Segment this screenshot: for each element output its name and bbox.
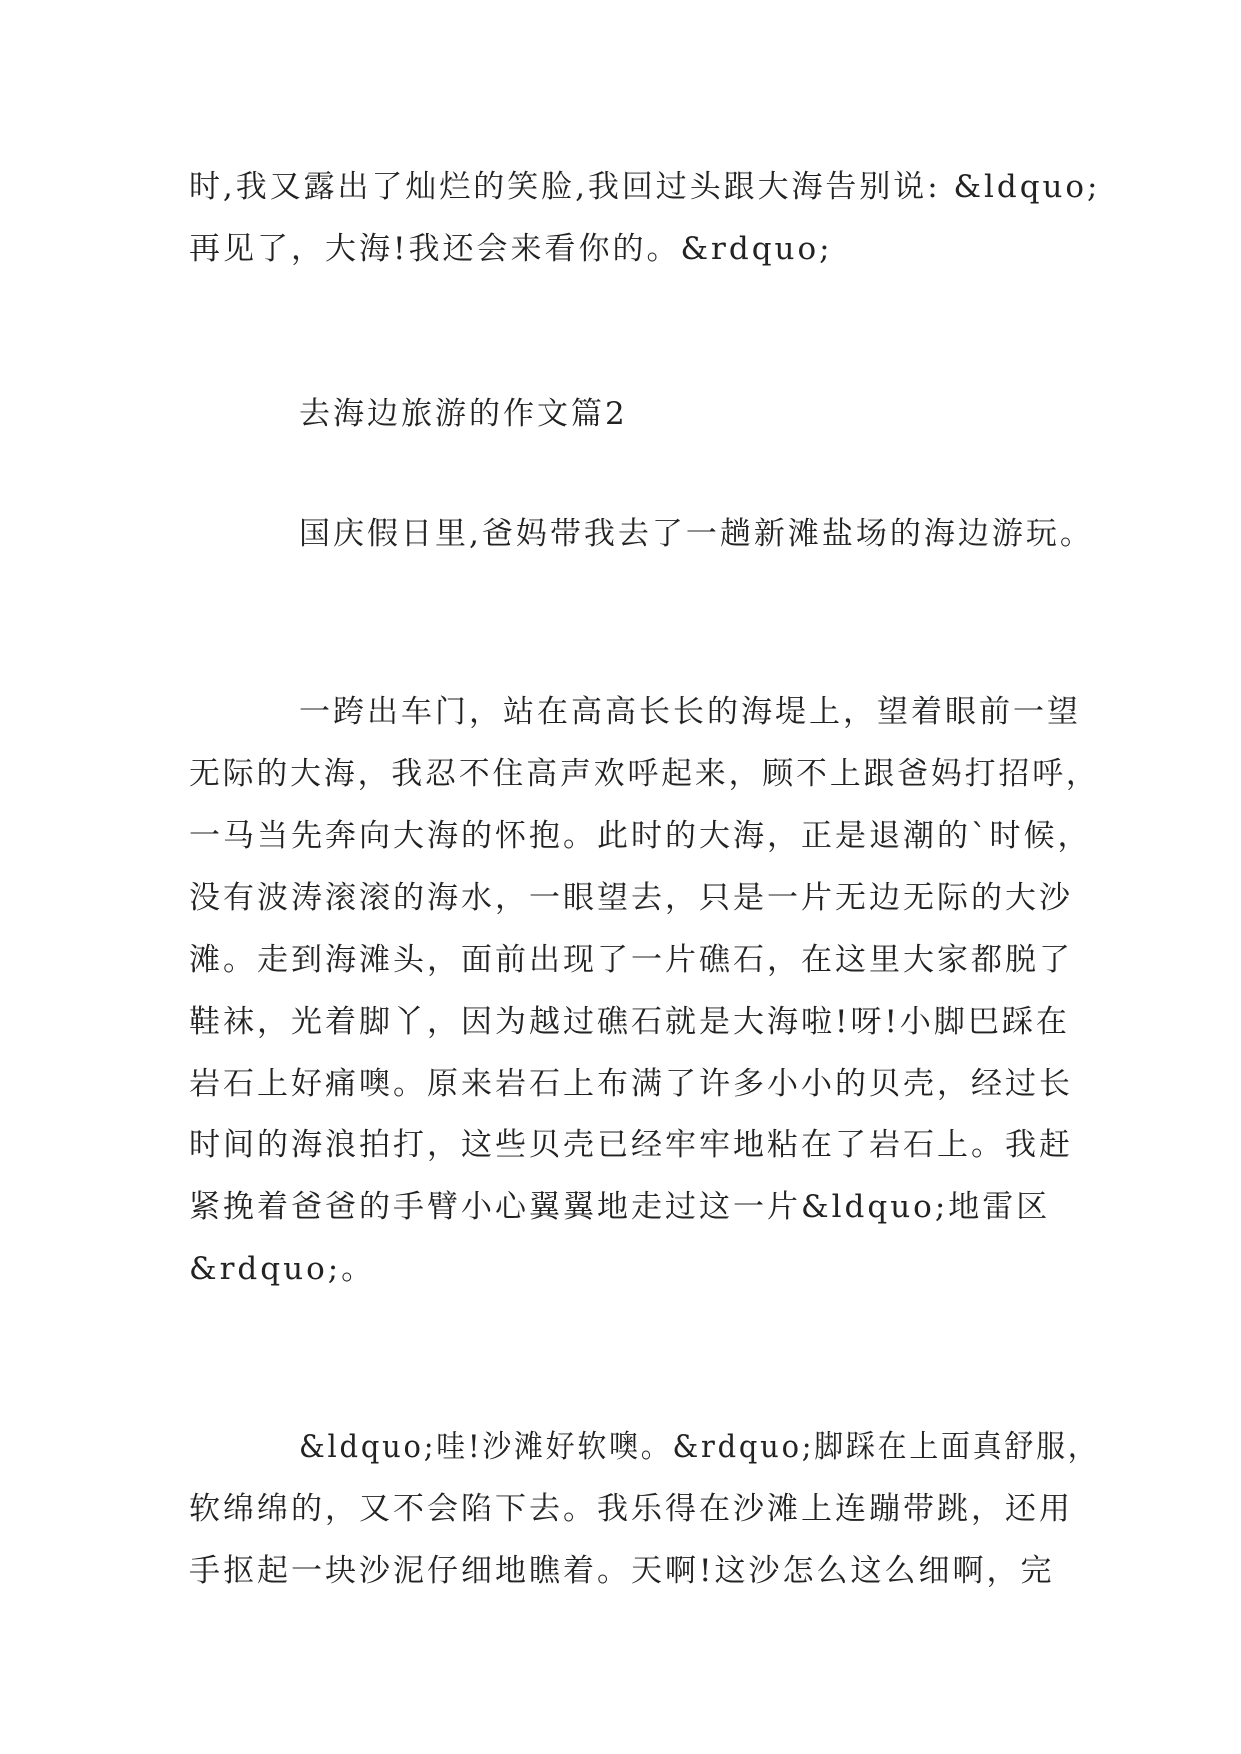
paragraph-3-line-9: 紧挽着爸爸的手臂小心翼翼地走过这一片&ldquo;地雷区 (189, 1189, 1051, 1225)
paragraph-3-line-3: 一马当先奔向大海的怀抱。此时的大海，正是退潮的`时候， (189, 818, 1092, 854)
paragraph-3-line-7: 岩石上好痛噢。原来岩石上布满了许多小小的贝壳，经过长 (189, 1066, 1073, 1102)
section-heading: 去海边旅游的作文篇2 (299, 396, 628, 432)
paragraph-4-line-2: 软绵绵的，又不会陷下去。我乐得在沙滩上连蹦带跳，还用 (189, 1491, 1073, 1527)
paragraph-2: 国庆假日里,爸妈带我去了一趟新滩盐场的海边游玩。 (299, 516, 1094, 552)
paragraph-3-line-1: 一跨出车门，站在高高长长的海堤上，望着眼前一望 (299, 694, 1081, 730)
paragraph-3-line-10: &rdquo;。 (189, 1251, 376, 1287)
paragraph-4-line-3: 手抠起一块沙泥仔细地瞧着。天啊!这沙怎么这么细啊，完 (189, 1553, 1055, 1589)
paragraph-3-line-2: 无际的大海，我忍不住高声欢呼起来，顾不上跟爸妈打招呼， (189, 756, 1100, 792)
paragraph-1-line-2: 再见了，大海!我还会来看你的。&rdquo; (189, 231, 833, 267)
paragraph-3-line-5: 滩。走到海滩头，面前出现了一片礁石，在这里大家都脱了 (189, 942, 1073, 978)
paragraph-1-line-1: 时,我又露出了灿烂的笑脸,我回过头跟大海告别说: &ldquo; (189, 169, 1101, 205)
paragraph-3-line-4: 没有波涛滚滚的海水，一眼望去，只是一片无边无际的大沙 (189, 880, 1073, 916)
paragraph-3-line-8: 时间的海浪拍打，这些贝壳已经牢牢地粘在了岩石上。我赶 (189, 1127, 1073, 1163)
paragraph-3-line-6: 鞋袜，光着脚丫，因为越过礁石就是大海啦!呀!小脚巴踩在 (189, 1004, 1070, 1040)
paragraph-4-line-1: &ldquo;哇!沙滩好软噢。&rdquo;脚踩在上面真舒服， (299, 1429, 1100, 1465)
